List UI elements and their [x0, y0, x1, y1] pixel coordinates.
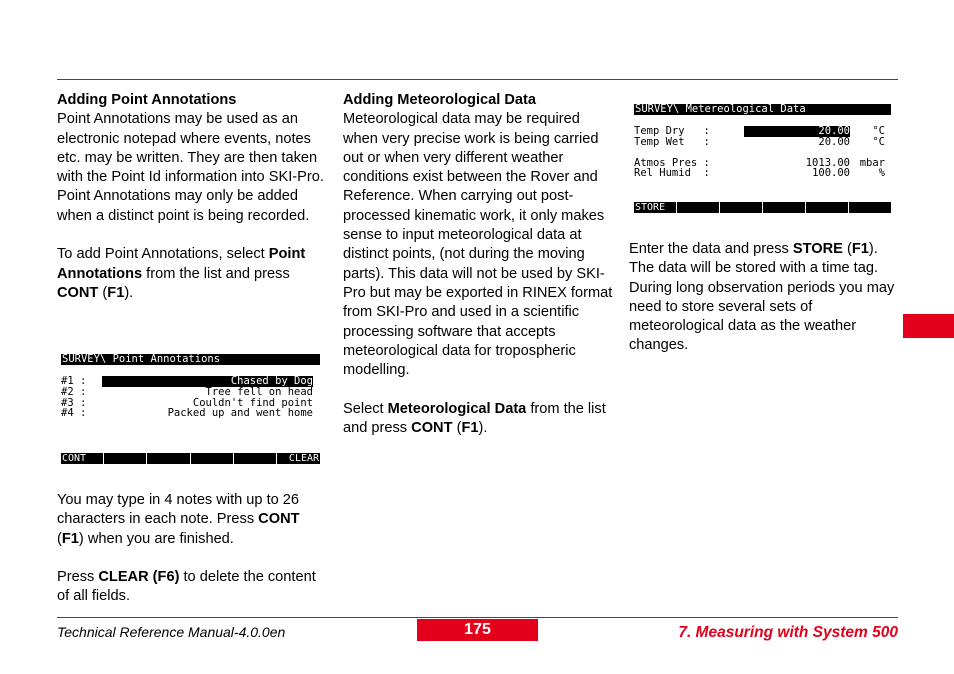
paragraph-intro: Point Annotations may be used as an electronic notepad where events, notes etc. may be written. They are then taken with the Point Id information into SKI-Pro. Point Annotations may only be added when a distinct point is being recorded.	[57, 111, 324, 224]
softkey-cont[interactable]: CONT	[61, 453, 104, 464]
paragraph-met-intro: Meteorological data may be required when very precise work is being carried out or when very different weather conditions exist between the Rover and Reference. When carrying out post-processed kinematic work, it only makes sense to input meteorological data at distinct points, (not during the moving parts). This data will not be used by SKI-Pro but may be exported in RINEX format from SKI-Pro and used in a scientific processing software that accepts meteorological data for tropospheric modelling.	[343, 111, 613, 379]
screen-title: SURVEY\ Point Annotations	[61, 354, 320, 365]
column-point-annotations	[57, 91, 329, 303]
met-row: Atmos Pres : 1013.00 mbar	[634, 156, 885, 169]
softkey-bar	[634, 202, 891, 213]
softkey-bar	[61, 453, 320, 464]
annotation-field-2[interactable]: Tree fell on head	[205, 385, 313, 398]
softkey-store[interactable]: STORE	[634, 202, 677, 213]
softkey-f2[interactable]	[677, 202, 720, 213]
heading-meteorological-data: Adding Meteorological Data	[343, 92, 536, 108]
softkey-f6[interactable]	[849, 202, 891, 213]
softkey-f4[interactable]	[763, 202, 806, 213]
annotation-row: #1 : Chased by Dog	[61, 375, 313, 387]
annotation-row: #4 : Packed up and went home	[61, 407, 313, 420]
met-row: Rel Humid : 100.00 %	[634, 167, 885, 180]
paragraph-select: To add Point Annotations, select Point Annotations from the list and press CONT (F1).	[57, 246, 306, 301]
softkey-f5[interactable]	[234, 453, 277, 464]
softkey-f3[interactable]	[147, 453, 190, 464]
column-meteorological-data	[343, 91, 615, 438]
paragraph-clear: Press CLEAR (F6) to delete the content of all fields.	[57, 569, 316, 605]
annotation-field-3[interactable]: Couldn't find point	[192, 396, 313, 409]
temp-dry-field[interactable]: 20.00	[744, 126, 850, 137]
annotation-field-4[interactable]: Packed up and went home	[167, 407, 313, 420]
met-row: Temp Dry : 20.00 °C	[634, 125, 885, 137]
screen-title: SURVEY\ Metereological Data	[634, 104, 891, 115]
softkey-f5[interactable]	[806, 202, 849, 213]
annotation-row: #3 : Couldn't find point	[61, 396, 313, 409]
softkey-clear[interactable]: CLEAR	[288, 453, 320, 464]
chapter-tab-marker	[903, 314, 954, 338]
page-number: 175	[417, 619, 538, 641]
screen-meteorological-data	[634, 104, 891, 214]
header-rule	[57, 79, 898, 80]
softkey-f2[interactable]	[104, 453, 147, 464]
met-row: Temp Wet : 20.00 °C	[634, 135, 885, 148]
temp-wet-field[interactable]: 20.00	[818, 135, 850, 148]
paragraph-store: Enter the data and press STORE (F1). The data will be stored with a time tag. During long observation periods you may need to store several sets of meteorological data as the weather changes.	[629, 241, 895, 354]
manual-title: Technical Reference Manual-4.0.0en	[57, 624, 286, 640]
rel-humid-field[interactable]: 100.00	[812, 167, 850, 180]
paragraph-met-select: Select Meteorological Data from the list and press CONT (F1).	[343, 400, 606, 437]
heading-point-annotations: Adding Point Annotations	[57, 92, 237, 108]
chapter-title: 7. Measuring with System 500	[678, 624, 898, 641]
softkey-f4[interactable]	[191, 453, 234, 464]
atmos-pres-field[interactable]: 1013.00	[805, 156, 850, 169]
column-store-instructions	[629, 240, 903, 356]
footer-rule	[57, 617, 898, 618]
softkey-f3[interactable]	[720, 202, 763, 213]
annotation-field-1[interactable]: Chased by Dog	[102, 376, 313, 387]
annotation-row: #2 : Tree fell on head	[61, 385, 313, 398]
screen-point-annotations	[61, 354, 320, 464]
column-point-annotations-lower	[57, 491, 329, 607]
paragraph-type-notes: You may type in 4 notes with up to 26 characters in each note. Press CONT (F1) when you are finished.	[57, 492, 300, 547]
